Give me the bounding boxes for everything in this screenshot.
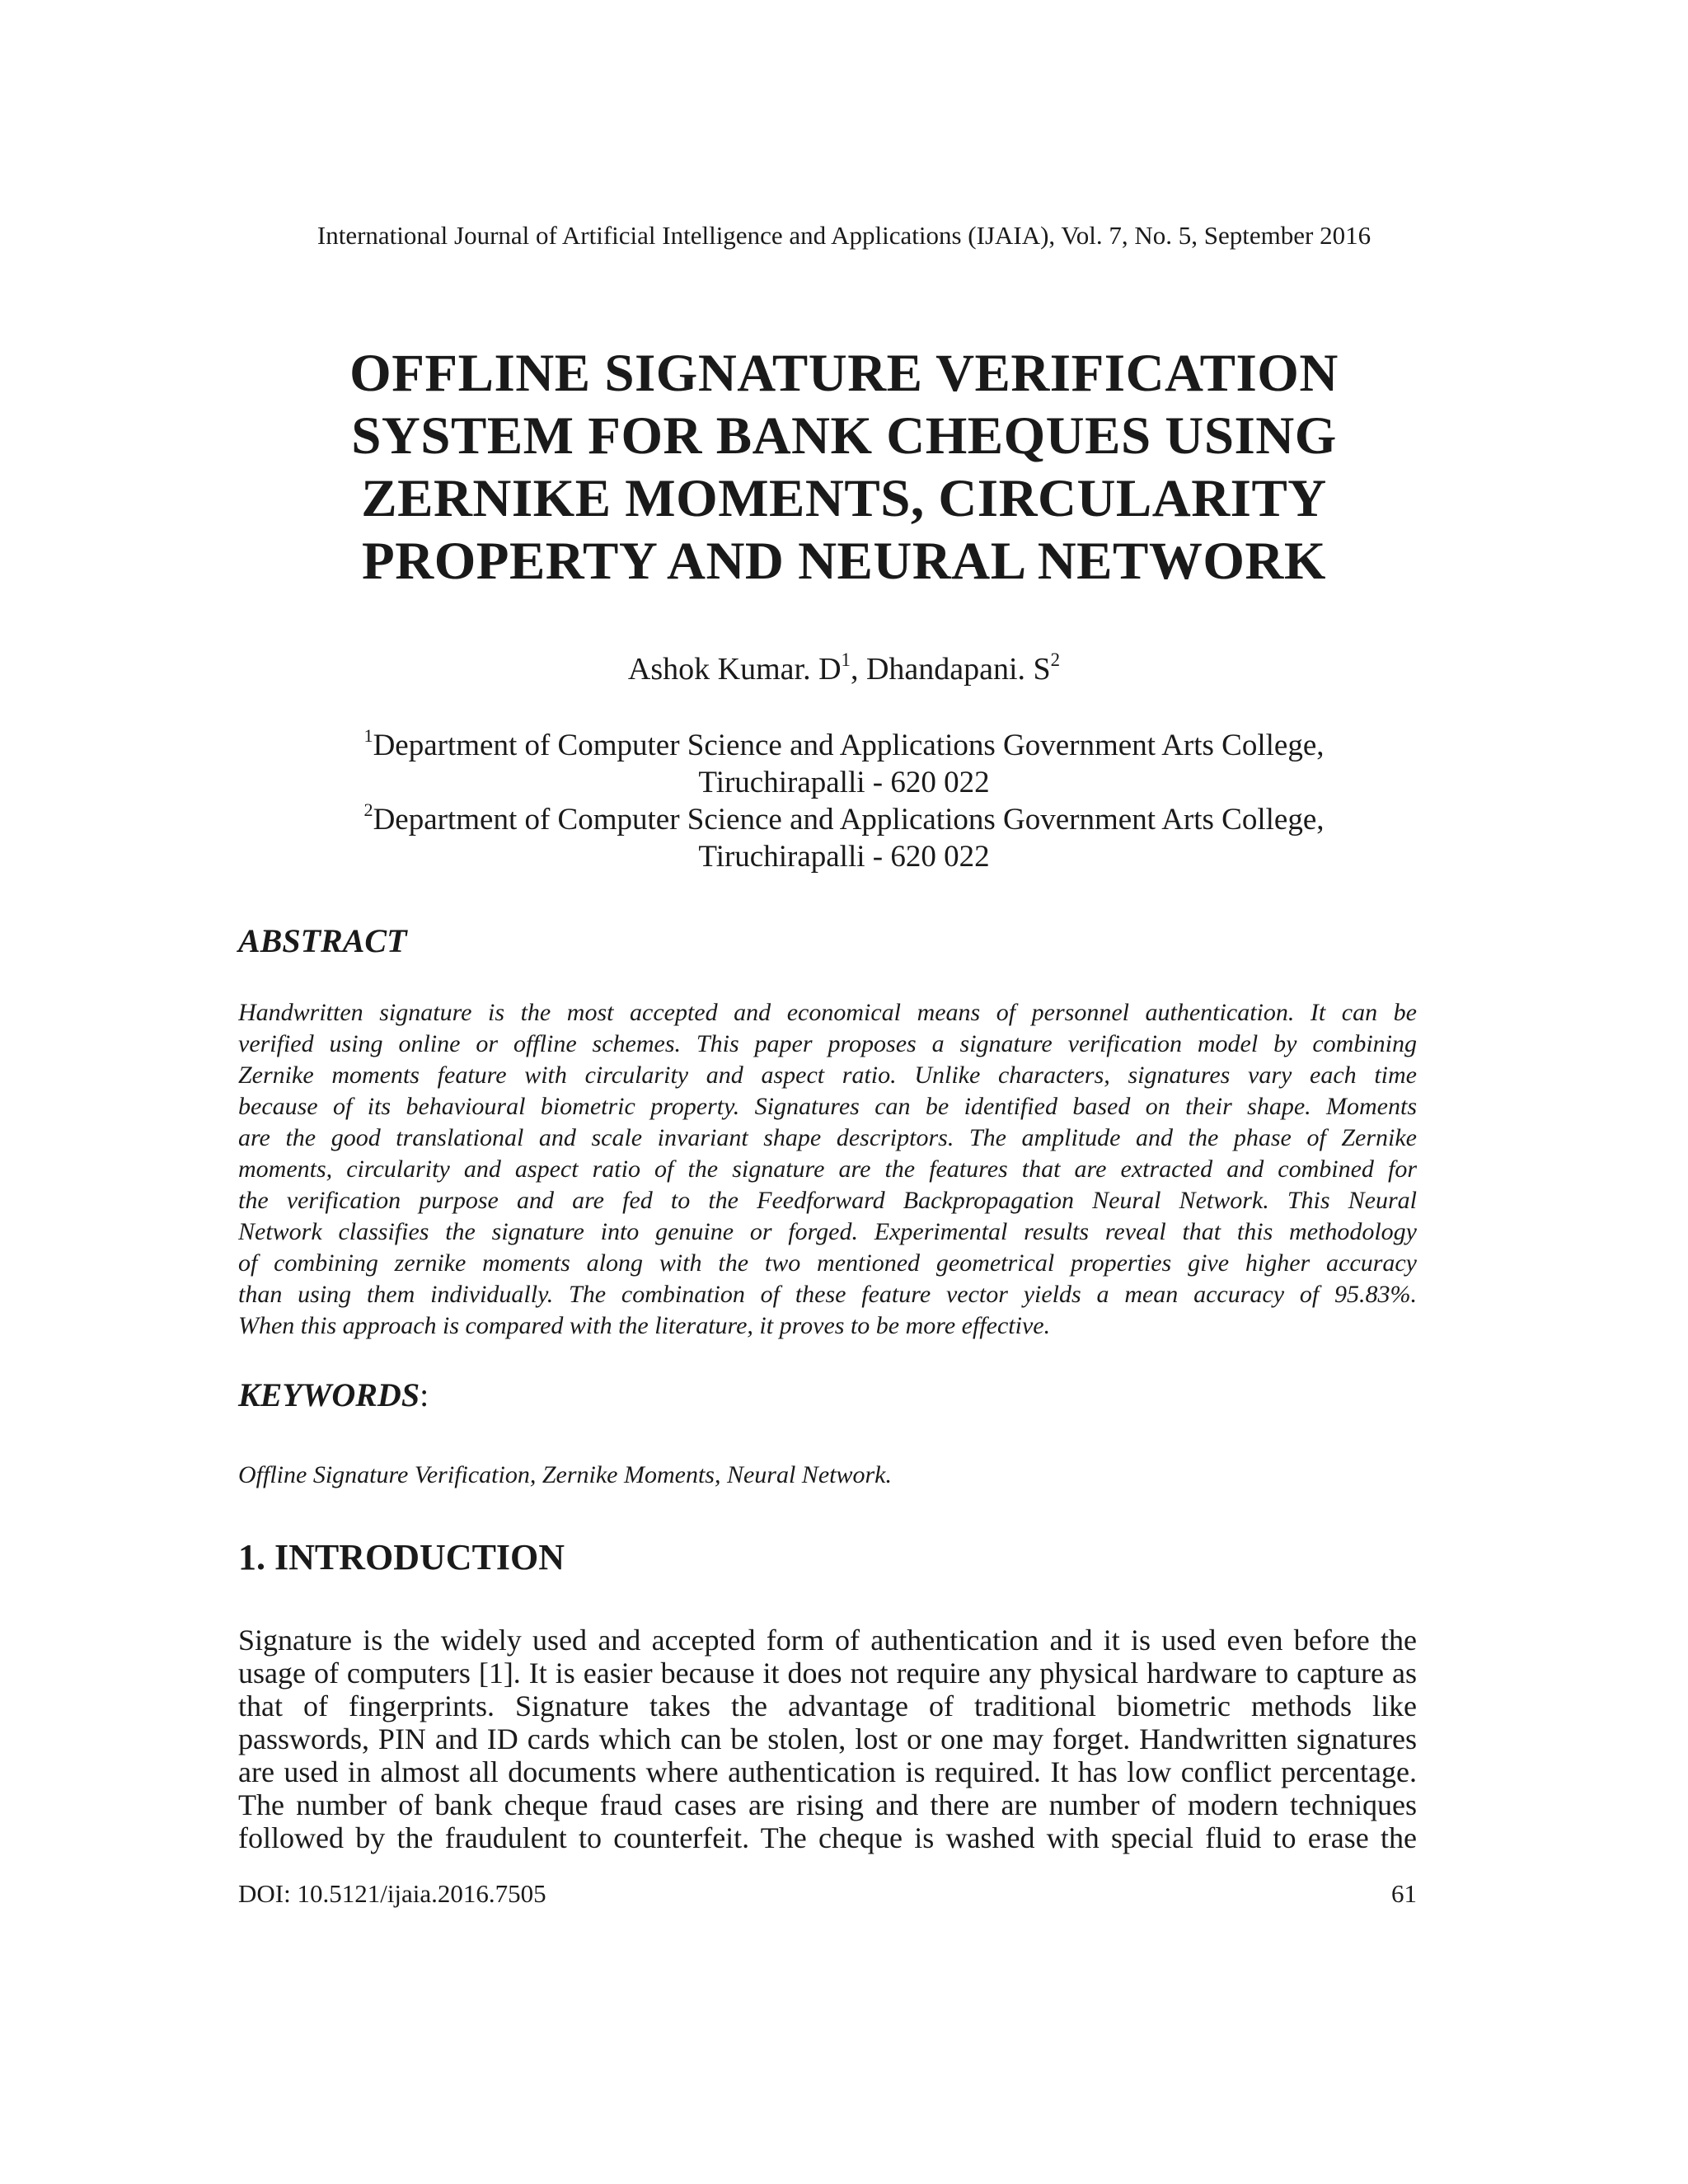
keywords-heading-colon: : — [420, 1376, 429, 1413]
abstract-line: the verification purpose and are fed to the Feedforward Backpropagation Neural Network. This Neural — [238, 1187, 1417, 1214]
abstract-text — [238, 997, 1417, 1342]
abstract-line: of combining zernike moments along with the two mentioned geometrical properties give higher accuracy — [238, 1249, 1417, 1277]
title-line: ZERNIKE MOMENTS, CIRCULARITY — [361, 469, 1327, 528]
affiliation-line — [0, 801, 1688, 838]
author-affiliation-marker: 2 — [1050, 649, 1061, 671]
introduction-line: that of fingerprints. Signature takes the advantage of traditional biometric methods like — [238, 1690, 1417, 1722]
keywords-heading — [238, 1375, 429, 1416]
title-line: SYSTEM FOR BANK CHEQUES USING — [351, 406, 1337, 466]
paper-title — [0, 342, 1688, 593]
introduction-line: passwords, PIN and ID cards which can be stolen, lost or one may forget. Handwritten signatures — [238, 1722, 1417, 1755]
affiliation-department: Department of Computer Science and Applications Government Arts College, — [373, 803, 1325, 837]
page-number: 61 — [1391, 1879, 1417, 1908]
abstract-line: than using them individually. The combination of these feature vector yields a mean accuracy of 95.83%. — [238, 1281, 1417, 1308]
affiliation-list — [0, 727, 1688, 875]
abstract-line: moments, circularity and aspect ratio of the signature are the features that are extracted and combined for — [238, 1155, 1417, 1183]
abstract-line: because of its behavioural biometric property. Signatures can be identified based on their shape. Moments — [238, 1093, 1417, 1120]
affiliation-city: Tiruchirapalli - 620 022 — [698, 766, 990, 799]
abstract-line: Network classifies the signature into genuine or forged. Experimental results reveal that this methodology — [238, 1218, 1417, 1245]
affiliation-marker: 1 — [363, 725, 373, 747]
doi-link[interactable]: DOI: 10.5121/ijaia.2016.7505 — [238, 1879, 546, 1908]
abstract-line: Zernike moments feature with circularity and aspect ratio. Unlike characters, signatures vary each time — [238, 1062, 1417, 1089]
title-line: OFFLINE SIGNATURE VERIFICATION — [349, 344, 1339, 403]
introduction-line: usage of computers [1]. It is easier because it does not require any physical hardware to capture as — [238, 1657, 1417, 1690]
journal-header: International Journal of Artificial Intelligence and Applications (IJAIA), Vol. 7, No. 5, September 2016 — [316, 221, 1372, 250]
author-separator: , — [850, 652, 866, 687]
introduction-line: The number of bank cheque fraud cases are rising and there are number of modern techniques — [238, 1788, 1417, 1821]
author-affiliation-marker: 1 — [841, 649, 851, 671]
affiliation-line — [0, 727, 1688, 764]
title-line: PROPERTY AND NEURAL NETWORK — [362, 532, 1326, 591]
abstract-heading: ABSTRACT — [238, 922, 407, 959]
affiliation-marker: 2 — [363, 799, 373, 821]
affiliation-city: Tiruchirapalli - 620 022 — [698, 840, 990, 874]
affiliation-department: Department of Computer Science and Applications Government Arts College, — [373, 729, 1325, 762]
abstract-line: When this approach is compared with the literature, it proves to be more effective. — [238, 1312, 1051, 1339]
author-list — [0, 649, 1688, 690]
abstract-line: Handwritten signature is the most accepted and economical means of personnel authentication. It can be — [238, 999, 1417, 1026]
author-name: Dhandapani. S — [865, 652, 1051, 687]
introduction-line: followed by the fraudulent to counterfeit. The cheque is washed with special fluid to erase the — [238, 1821, 1417, 1854]
author-name: Ashok Kumar. D — [627, 652, 842, 687]
introduction-text — [238, 1624, 1417, 1854]
abstract-line: verified using online or offline schemes. This paper proposes a signature verification model by combining — [238, 1030, 1417, 1057]
introduction-heading: 1. INTRODUCTION — [238, 1537, 565, 1577]
page-footer — [238, 1877, 1417, 1910]
abstract-line: are the good translational and scale invariant shape descriptors. The amplitude and the phase of Zernike — [238, 1124, 1417, 1151]
introduction-line: Signature is the widely used and accepted form of authentication and it is used even before the — [238, 1624, 1417, 1657]
keywords-heading-label: KEYWORDS — [238, 1376, 420, 1413]
keywords-text: Offline Signature Verification, Zernike Moments, Neural Network. — [238, 1461, 892, 1488]
introduction-line: are used in almost all documents where authentication is required. It has low conflict percentage. — [238, 1755, 1417, 1788]
